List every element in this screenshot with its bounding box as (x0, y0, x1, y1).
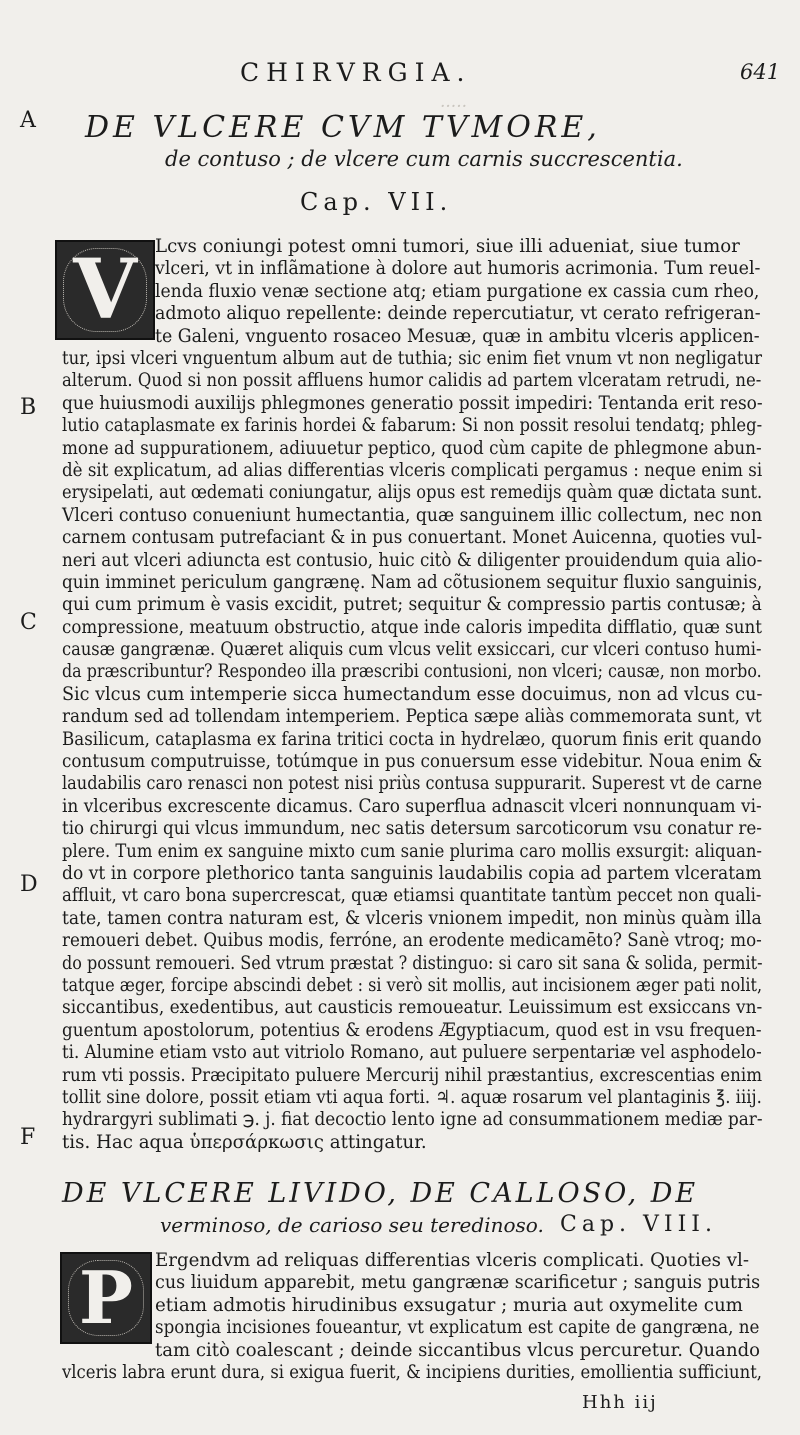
chapter-7-subtitle: de contuso ; de vlcere cum carnis succrescentia. (165, 147, 683, 171)
text-line: qui cum primum è vasis excidit, putret; sequitur & compressio partis contusæ; à (62, 594, 762, 616)
margin-letter-f: F (20, 1125, 36, 1150)
text-line: laudabilis caro renasci non potest nisi priùs contusa suppurarit. Superest vt de carne (62, 773, 763, 795)
text-line: do vt in corpore plethorico tanta sanguinis laudabilis copia ad partem vlceratam (62, 862, 762, 884)
show-through-ink: ..... (440, 92, 468, 112)
margin-letter-b: B (20, 395, 37, 420)
text-line: affluit, vt caro bona supercrescat, quæ etiamsi quantitate tantùm peccet non quali- (62, 885, 762, 907)
text-line: contusum computruisse, totúmque in pus conuersum esse videbitur. Noua enim & (62, 751, 763, 773)
text-line: plere. Tum enim ex sanguine mixto cum sanie plurima caro mollis exsurgit: aliquan- (62, 840, 762, 862)
text-line: tatque æger, forcipe abscindi debet : si verò sit mollis, aut incisionem æger pati nolit, (62, 974, 763, 996)
text-line: hydrargyri sublimati ℈. j. fiat decoctio lento igne ad consummationem mediæ par- (62, 1109, 763, 1131)
text-line: quin imminet periculum gangrænę. Nam ad cõtusionem sequitur fluxio sanguinis, (62, 571, 763, 593)
text-line: lutio cataplasmate ex farinis hordei & fabarum: Si non possit resolui tendatq; phleg- (62, 415, 763, 437)
text-line: spongia incisiones foueantur, vt explicatum est capite de gangræna, ne (155, 1317, 760, 1339)
text-line: in vlceribus excrescente dicamus. Caro superflua adnascit vlceri nonnunquam vi- (62, 795, 762, 817)
text-line: ti. Alumine etiam vsto aut vitriolo Romano, aut puluere serpentariæ vel asphodelo- (62, 1042, 762, 1064)
text-line: dè sit explicatum, ad alias differentias vlceris complicati pergamus : neque enim si (62, 459, 763, 481)
running-head: CHIRVRGIA. (240, 58, 472, 87)
chapter-8-label: Cap. VIII. (560, 1212, 717, 1237)
text-line: causæ gangrænæ. Quæret aliquis cum vlcus velit exsiccari, cur vlceri contuso humi- (62, 639, 762, 661)
text-line: guentum apostolorum, potentius & erodens Ægyptiacum, quod est in vsu frequen- (62, 1019, 762, 1041)
signature-mark: Hhh iij (582, 1392, 658, 1413)
text-line: etiam admotis hirudinibus exsugatur ; muria aut oxymelite cum (155, 1294, 743, 1316)
text-line: mone ad suppurationem, adiuuetur peptico, quod cùm capite de phlegmone abun- (62, 437, 762, 459)
text-line: siccantibus, exedentibus, aut causticis remoueatur. Leuissimum est exsiccans vn- (62, 997, 763, 1019)
chapter-8-subtitle: verminoso, de carioso seu teredinoso. (160, 1213, 544, 1237)
text-line: cus liuidum apparebit, metu gangrænæ scarificetur ; sanguis putris (155, 1272, 761, 1294)
text-line: tollit sine dolore, possit etiam vti aqua forti. ♃. aquæ rosarum vel plantaginis ℥. iiij. (62, 1086, 762, 1108)
text-line: tate, tamen contra naturam est, & vlceris vnionem impedit, non minùs quàm illa (62, 907, 762, 929)
initial-letter: P (78, 1255, 134, 1340)
text-line: Sic vlcus cum intemperie sicca humectandum esse docuimus, non ad vlcus cu- (62, 683, 763, 705)
chapter-8-opening-lines (155, 1250, 760, 1362)
text-line: rum vti possis. Præcipitato puluere Mercurij nihil præstantius, excrescentias enim (62, 1064, 763, 1086)
chapter-7-title: DE VLCERE CVM TVMORE, (85, 110, 601, 145)
text-line: erysipelati, aut œdemati coniungatur, alijs opus est remedijs quàm quæ dictata sunt. (62, 482, 763, 504)
text-line: que huiusmodi auxilijs phlegmones generatio possit impediri: Tentanda erit reso- (62, 392, 763, 414)
text-line: lenda fluxio venæ sectione atq; etiam purgatione ex cassia cum rheo, (155, 280, 760, 302)
text-line: vlceris labra erunt dura, si exigua fuerit, & incipiens durities, emollientia sufficiunt, (62, 1362, 763, 1383)
text-line: admoto aliquo repellente: deinde repercutiatur, vt cerato refrigeran- (155, 303, 761, 325)
chapter-8-title: DE VLCERE LIVIDO, DE CALLOSO, DE (62, 1178, 699, 1209)
text-line: compressione, meatuum obstructio, atque inde caloris impedita difflatio, quæ sunt (62, 616, 762, 638)
text-line: tio chirurgi qui vlcus immundum, nec satis detersum sarcoticorum vsu conatur re- (62, 818, 762, 840)
text-line: da præscribuntur? Respondeo illa præscribi contusioni, non vlceri; causæ, non morbo. (62, 661, 762, 683)
chapter-7-body (62, 348, 762, 1154)
text-line: te Galeni, vnguento rosaceo Mesuæ, quæ in ambitu vlceris applicen- (155, 325, 760, 347)
text-line: vlceri, vt in inflãmatione à dolore aut humoris acrimonia. Tum reuel- (155, 258, 761, 280)
text-line: Vlceri contuso conueniunt humectantia, quæ sanguinem illic collectum, nec non (62, 504, 763, 526)
text-line: Basilicum, cataplasma ex farina tritici cocta in hydrelæo, quorum finis erit quando (62, 728, 762, 750)
margin-letter-d: D (20, 872, 38, 897)
initial-letter: V (73, 242, 137, 338)
text-line: tam citò coalescant ; deinde siccantibus vlcus percuretur. Quando (155, 1339, 761, 1361)
chapter-8-body (62, 1362, 762, 1384)
text-line: do possunt remoueri. Sed vtrum præstat ? distinguo: si caro sit sana & solida, permit- (62, 952, 763, 974)
text-line: tis. Hac aqua ὑπερσάρκωσις attingatur. (62, 1131, 427, 1153)
folio-number: 641 (740, 60, 781, 84)
text-line: Ergendvm ad reliquas differentias vlceris complicati. Quoties vl- (155, 1250, 749, 1271)
chapter-7-opening-lines (155, 236, 760, 348)
margin-letter-a: A (20, 108, 36, 133)
text-line: remoueri debet. Quibus modis, ferróne, an erodente medicamēto? Sanè vtroq; mo- (62, 930, 762, 952)
chapter-7-label: Cap. VII. (300, 188, 453, 216)
ornamental-initial-p (60, 1252, 152, 1344)
ornamental-initial-v (55, 240, 155, 340)
text-line: neri aut vlceri adiuncta est contusio, huic citò & diligenter prouidendum quia alio- (62, 549, 763, 571)
margin-letter-c: C (20, 610, 37, 635)
text-line: carnem contusam putrefaciant & in pus conuertant. Monet Auicenna, quoties vul- (62, 527, 763, 549)
text-line: alterum. Quod si non possit affluens humor calidis ad partem vlceratam retrudi, ne- (62, 370, 762, 392)
text-line: Lcvs coniungi potest omni tumori, siue illi adueniat, siue tumor (155, 236, 740, 257)
text-line: tur, ipsi vlceri vnguentum album aut de tuthia; sic enim fiet vnum vt non negligatur (62, 348, 763, 369)
text-line: randum sed ad tollendam intemperiem. Peptica sæpe aliàs commemorata sunt, vt (62, 706, 762, 728)
